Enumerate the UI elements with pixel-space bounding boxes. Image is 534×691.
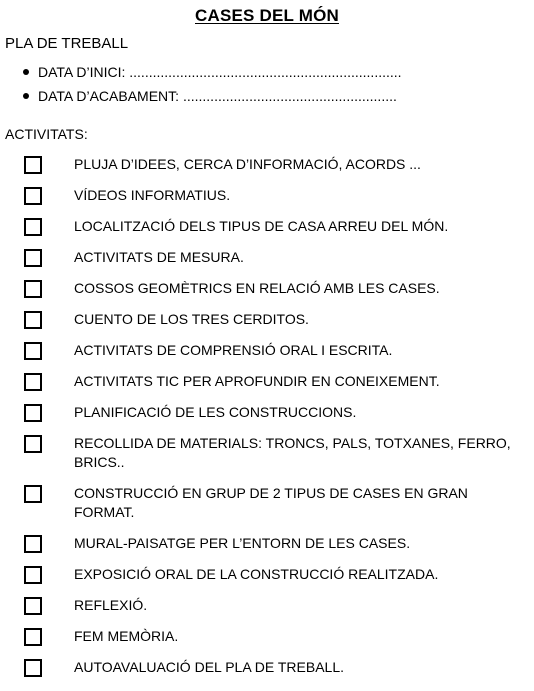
title-text: CASES DEL MÓN xyxy=(195,6,339,25)
checklist-item-label: ACTIVITATS DE MESURA. xyxy=(74,249,244,265)
checklist-item-label: ACTIVITATS DE COMPRENSIÓ ORAL I ESCRITA. xyxy=(74,342,393,358)
checklist-item xyxy=(0,596,534,615)
checkbox-icon[interactable] xyxy=(24,535,42,553)
bullet-icon xyxy=(23,93,29,99)
end-date-line xyxy=(20,84,402,108)
checklist-item xyxy=(0,155,534,174)
checklist-item-label: REFLEXIÓ. xyxy=(74,597,148,613)
activities-heading: ACTIVITATS: xyxy=(5,126,88,142)
checklist-item xyxy=(0,565,534,584)
date-list xyxy=(20,60,402,108)
checkbox-icon[interactable] xyxy=(24,659,42,677)
checklist-item-label: PLUJA D’IDEES, CERCA D’INFORMACIÓ, ACORDS ... xyxy=(74,156,421,172)
checkbox-icon[interactable] xyxy=(24,187,42,205)
plan-heading: PLA DE TREBALL xyxy=(5,35,129,52)
checkbox-icon[interactable] xyxy=(24,404,42,422)
checklist-item-label: ACTIVITATS TIC PER APROFUNDIR EN CONEIXEMENT. xyxy=(74,373,440,389)
checklist-item xyxy=(0,658,534,677)
checklist-item xyxy=(0,484,534,522)
checklist-item xyxy=(0,372,534,391)
checklist-item-label: EXPOSICIÓ ORAL DE LA CONSTRUCCIÓ REALITZADA. xyxy=(74,566,439,582)
checkbox-icon[interactable] xyxy=(24,342,42,360)
checklist-item-label: VÍDEOS INFORMATIUS. xyxy=(74,187,231,203)
checklist-item xyxy=(0,186,534,205)
checkbox-icon[interactable] xyxy=(24,566,42,584)
checklist-item xyxy=(0,217,534,236)
bullet-icon xyxy=(23,69,29,75)
checkbox-icon[interactable] xyxy=(24,218,42,236)
checklist-item xyxy=(0,279,534,298)
checkbox-icon[interactable] xyxy=(24,156,42,174)
checklist-item-label: RECOLLIDA DE MATERIALS: TRONCS, PALS, TOTXANES, FERRO, BRICS.. xyxy=(74,435,511,470)
checklist-item-label: PLANIFICACIÓ DE LES CONSTRUCCIONS. xyxy=(74,404,357,420)
checklist-item-label: CUENTO DE LOS TRES CERDITOS. xyxy=(74,311,309,327)
checklist-item xyxy=(0,248,534,267)
checklist-item-label: MURAL-PAISATGE PER L’ENTORN DE LES CASES. xyxy=(74,535,411,551)
checkbox-icon[interactable] xyxy=(24,280,42,298)
checklist-item xyxy=(0,403,534,422)
start-date-label: DATA D’INICI: ...................................................................... xyxy=(38,64,402,80)
checklist-item xyxy=(0,341,534,360)
document-title xyxy=(0,6,534,26)
checkbox-icon[interactable] xyxy=(24,311,42,329)
checkbox-icon[interactable] xyxy=(24,435,42,453)
end-date-label: DATA D’ACABAMENT: ....................................................... xyxy=(38,88,397,104)
checklist-item xyxy=(0,627,534,646)
activities-checklist xyxy=(0,155,534,689)
checkbox-icon[interactable] xyxy=(24,373,42,391)
checklist-item xyxy=(0,434,534,472)
checklist-item xyxy=(0,534,534,553)
checklist-item-label: COSSOS GEOMÈTRICS EN RELACIÓ AMB LES CASES. xyxy=(74,280,440,296)
checkbox-icon[interactable] xyxy=(24,628,42,646)
checkbox-icon[interactable] xyxy=(24,597,42,615)
checklist-item-label: CONSTRUCCIÓ EN GRUP DE 2 TIPUS DE CASES EN GRAN FORMAT. xyxy=(74,485,468,520)
checklist-item xyxy=(0,310,534,329)
checklist-item-label: AUTOAVALUACIÓ DEL PLA DE TREBALL. xyxy=(74,659,344,675)
start-date-line xyxy=(20,60,402,84)
checklist-item-label: FEM MEMÒRIA. xyxy=(74,628,179,644)
checkbox-icon[interactable] xyxy=(24,249,42,267)
checkbox-icon[interactable] xyxy=(24,485,42,503)
checklist-item-label: LOCALITZACIÓ DELS TIPUS DE CASA ARREU DEL MÓN. xyxy=(74,218,449,234)
